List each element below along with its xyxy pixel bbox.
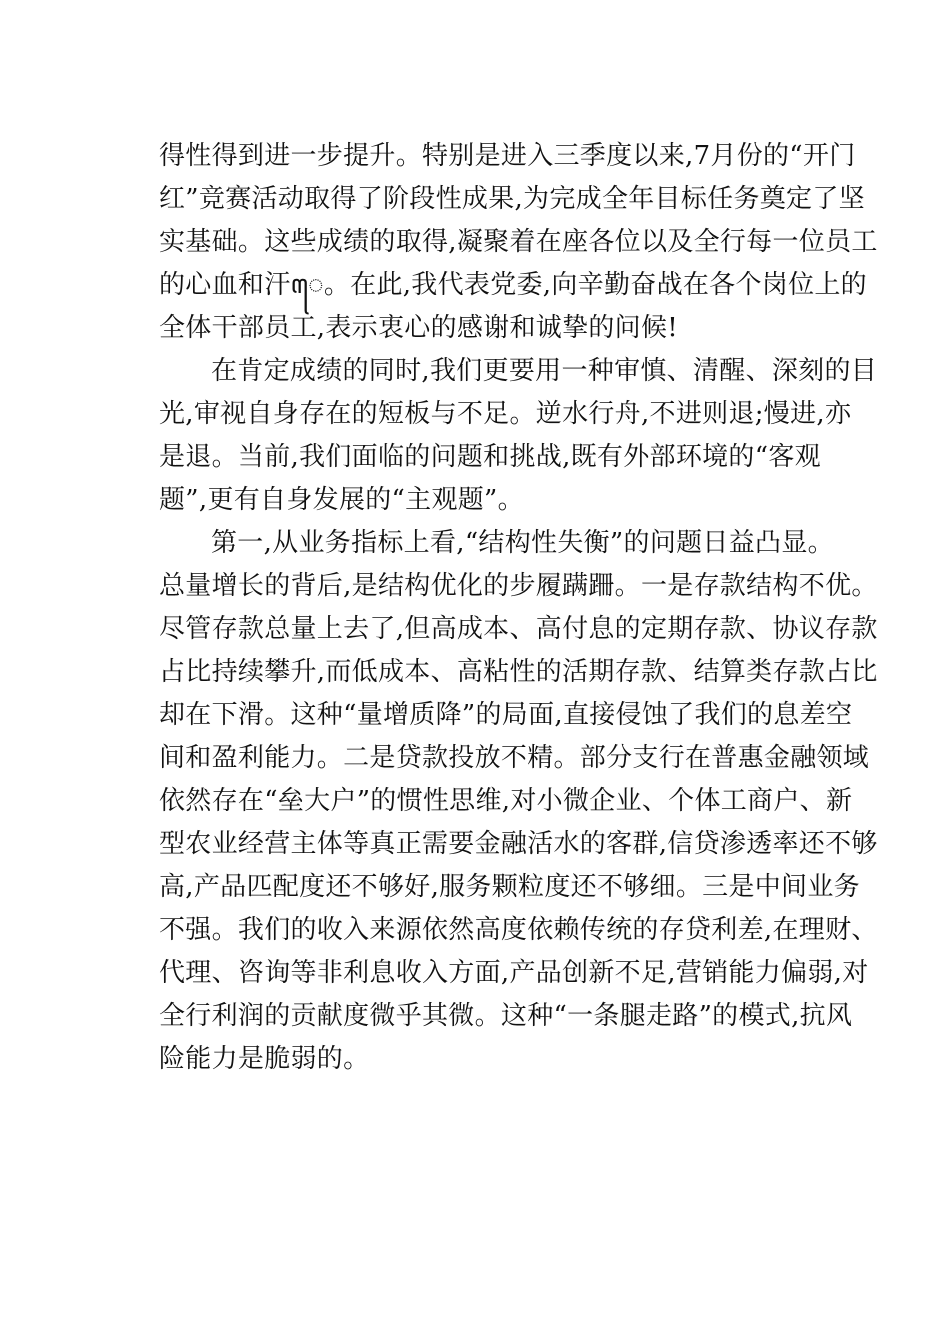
paragraph <box>159 522 878 1081</box>
text-line: 红”竞赛活动取得了阶段性成果,为完成全年目标任务奠定了坚 <box>159 184 865 214</box>
text-line: 题”,更有自身发展的“主观题”。 <box>159 485 524 515</box>
text-line: 得性得到进一步提升。特别是进入三季度以来,7月份的“开门 <box>159 141 856 171</box>
text-line: 尽管存款总量上去了,但高成本、高付息的定期存款、协议存款 <box>159 614 878 644</box>
text-line: 实基础。这些成绩的取得,凝聚着在座各位以及全行每一位员工 <box>159 227 878 257</box>
text-line: 高,产品匹配度还不够好,服务颗粒度还不够细。三是中间业务 <box>159 872 860 902</box>
text-line: 依然存在“垒大户”的惯性思维,对小微企业、个体工商户、新 <box>159 786 853 816</box>
document-body <box>159 135 878 1081</box>
text-line: 是退。当前,我们面临的问题和挑战,既有外部环境的“客观 <box>159 442 821 472</box>
text-line: 不强。我们的收入来源依然高度依赖传统的存贷利差,在理财、 <box>159 915 878 945</box>
text-line: 光,审视自身存在的短板与不足。逆水行舟,不进则退;慢进,亦 <box>159 399 852 429</box>
text-line: 在肯定成绩的同时,我们更要用一种审慎、清醒、深刻的目 <box>211 356 878 386</box>
text-line: 占比持续攀升,而低成本、高粘性的活期存款、结算类存款占比 <box>159 657 878 687</box>
paragraph <box>159 350 878 522</box>
text-line: 第一,从业务指标上看,“结构性失衡”的问题日益凸显。 <box>211 528 834 558</box>
text-line: 险能力是脆弱的。 <box>159 1044 370 1074</box>
text-line: 却在下滑。这种“量增质降”的局面,直接侵蚀了我们的息差空 <box>159 700 853 730</box>
text-line: 总量增长的背后,是结构优化的步履蹒跚。一是存款结构不优。 <box>159 571 878 601</box>
text-line: 全体干部员工,表示衷心的感谢和诚挚的问候! <box>159 313 679 343</box>
text-line: 的心血和汗ꦺ。在此,我代表党委,向辛勤奋战在各个岗位上的 <box>159 270 867 300</box>
text-line: 代理、咨询等非利息收入方面,产品创新不足,营销能力偏弱,对 <box>159 958 869 988</box>
text-line: 型农业经营主体等真正需要金融活水的客群,信贷渗透率还不够 <box>159 829 878 859</box>
text-line: 间和盈利能力。二是贷款投放不精。部分支行在普惠金融领域 <box>159 743 870 773</box>
text-line: 全行利润的贡献度微乎其微。这种“一条腿走路”的模式,抗风 <box>159 1001 853 1031</box>
paragraph <box>159 135 878 350</box>
